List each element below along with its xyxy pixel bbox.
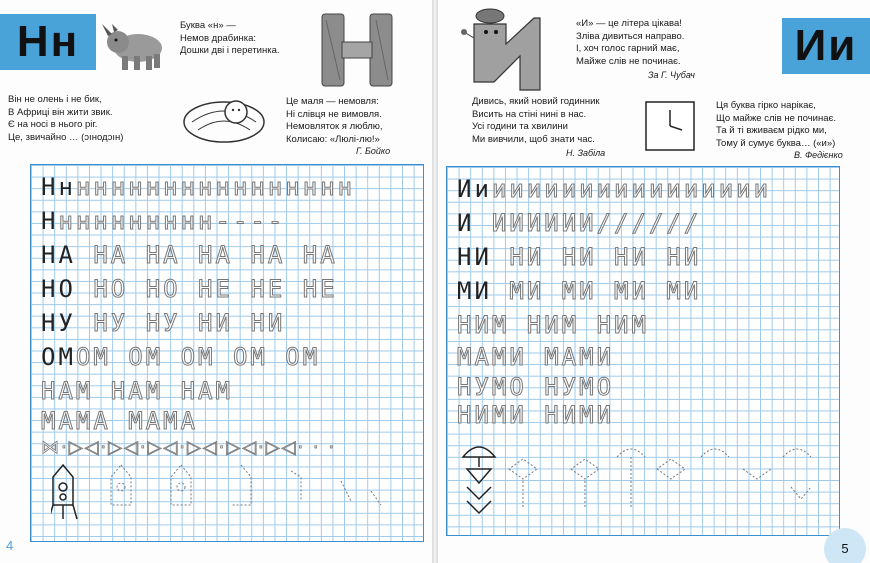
practice-row: Ииииииииииииииииии (457, 175, 772, 203)
practice-row: НО НО НО НЕ НЕ НЕ (41, 275, 338, 303)
wooden-letter-h-illustration (318, 10, 396, 90)
swaddled-baby-illustration (178, 92, 270, 146)
practice-row: Нннннннннн---- (41, 207, 286, 235)
rhinoceros-illustration (100, 14, 172, 74)
riddle-sad-letter: Ця буква гірко нарікає, Що майже слів не починає. Та й ті вживаєм рідко ми, Тому й сумує буква… («и») (716, 100, 836, 149)
painter-letter-i-illustration (460, 4, 544, 96)
handwriting-grid-right (446, 166, 840, 536)
riddle-letter-i: «И» — це літера цікава! Зліва дивиться направо. І, хоч голос гарний має, Майже слів не починає. (576, 18, 685, 67)
clock-icon (644, 100, 696, 154)
author-chubach: За Г. Чубач (648, 70, 695, 80)
practice-row: НУ НУ НУ НИ НИ (41, 309, 286, 337)
practice-row: МАМА МАМА (41, 407, 199, 435)
riddle-baby: Це маля — немовля: Ні слівця не вимовля. Немовляток я люблю, Колисаю: «Люлі-лю!» (286, 96, 383, 145)
author-fediienko: В. Федієнко (794, 150, 843, 160)
riddle-letter-n: Буква «н» — Немов драбинка: Дошки дві і перетинка. (180, 20, 280, 56)
practice-row: МАМИ МАМИ (457, 343, 615, 371)
practice-row: ОМОМ ОМ ОМ ОМ ОМ (41, 343, 321, 371)
practice-row: Нннннннннннннннннн (41, 173, 356, 201)
letter-heading-n: Нн (0, 14, 96, 70)
practice-row: НИ НИ НИ НИ НИ (457, 243, 702, 271)
left-page (0, 0, 432, 563)
riddle-rhinoceros: Він не олень і не бик, В Африці він жити звик. Є на носі в нього ріг. Це, звичайно … (ɔıнодɔıн) (8, 94, 124, 143)
practice-row: НУМО НУМО (457, 373, 615, 401)
author-boyko: Г. Бойко (356, 146, 391, 156)
page-number-right: 5 (824, 528, 866, 563)
practice-row: НИМ НИМ НИМ (457, 311, 649, 339)
letter-heading-i: Ии (782, 18, 870, 74)
handwriting-grid-left (30, 164, 424, 542)
right-page (438, 0, 870, 563)
practice-row: НИМИ НИМИ (457, 401, 615, 429)
practice-row: НА НА НА НА НА НА (41, 241, 338, 269)
practice-row: НАМ НАМ НАМ (41, 377, 233, 405)
pattern-row-bowties: ⋈·▷◁·▷◁·▷◁·▷◁·▷◁·▷◁· · · (41, 437, 337, 458)
riddle-clock: Дивись, який новий годинник Висить на стіні нині в нас. Усі години та хвилини Ми вивчили, щоб знати час. (472, 96, 600, 145)
umbrella-flower-pattern-row (461, 437, 831, 527)
practice-row: МИ МИ МИ МИ МИ (457, 277, 702, 305)
rocket-pattern-row (51, 461, 391, 525)
author-zabila: Н. Забіла (566, 148, 606, 158)
page-number-left: 4 (6, 538, 14, 553)
practice-row: И ИИИИИИ////// (457, 209, 702, 237)
